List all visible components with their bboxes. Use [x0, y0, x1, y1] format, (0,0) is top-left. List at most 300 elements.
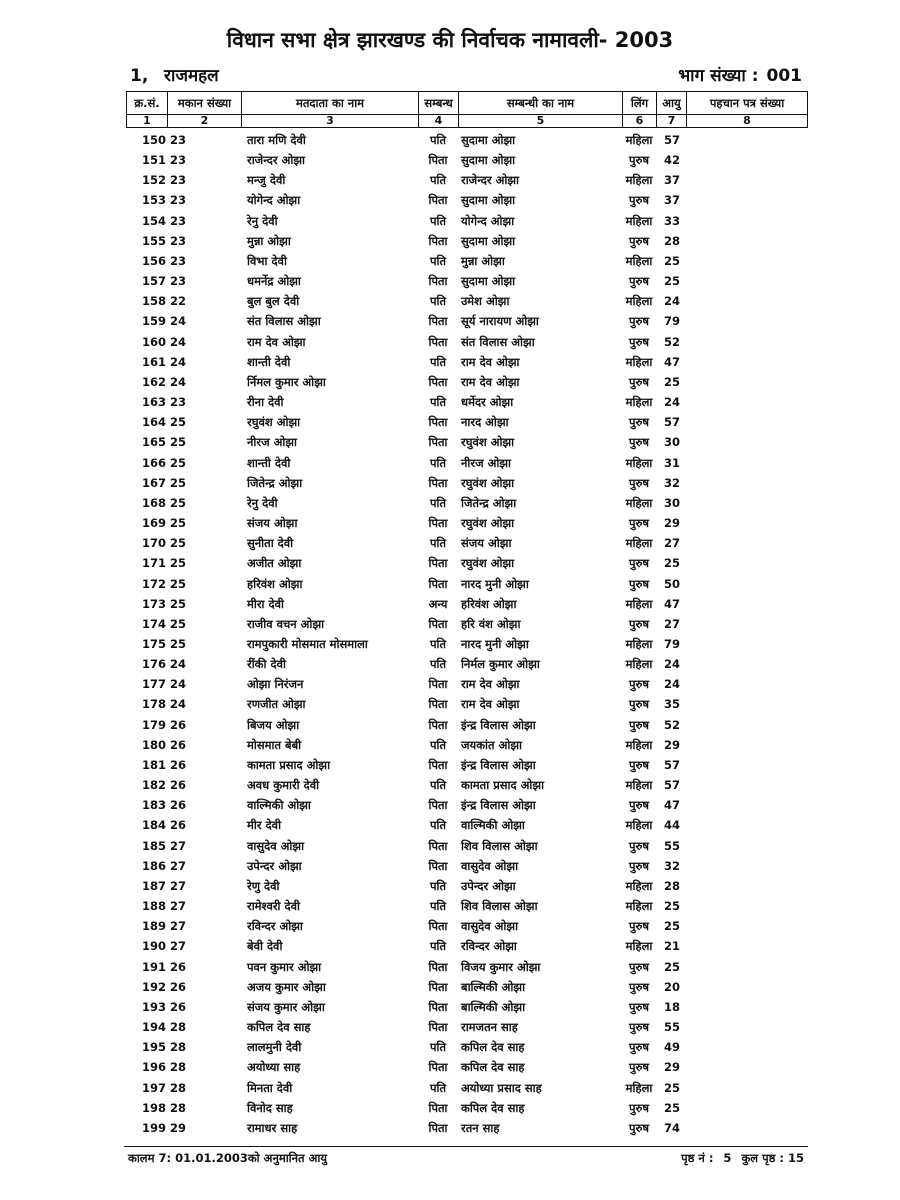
table-row	[0, 736, 900, 756]
table-row	[0, 554, 900, 574]
voter-name-cell: मुन्ना ओझा	[247, 233, 291, 248]
relation-cell: पिता	[428, 858, 448, 873]
house-number-cell: 25	[170, 495, 187, 510]
gender-cell: महिला	[625, 818, 653, 833]
gender-cell: पुरुष	[628, 274, 650, 289]
relation-cell: पति	[429, 213, 447, 228]
voter-name-cell: योगेन्द ओझा	[247, 193, 301, 208]
relation-cell: पति	[429, 455, 447, 470]
age-cell: 24	[664, 294, 681, 309]
voter-name-cell: राजीव वचन ओझा	[247, 616, 325, 631]
serial-cell: 180	[141, 737, 166, 752]
header-voter-name: मतदाता का नाम	[242, 92, 419, 115]
house-number-cell: 27	[170, 919, 187, 934]
age-cell: 44	[664, 818, 681, 833]
table-row	[0, 252, 900, 272]
voter-name-cell: पवन कुमार ओझा	[247, 959, 322, 974]
gender-cell: पुरुष	[628, 435, 650, 450]
header-serial: क्र.सं.	[127, 92, 168, 115]
house-number-cell: 22	[170, 294, 187, 309]
gender-cell: पुरुष	[628, 153, 650, 168]
table-row	[0, 655, 900, 675]
serial-cell: 186	[141, 858, 166, 873]
gender-cell: महिला	[625, 878, 653, 893]
voter-name-cell: रामपुकारी मोसमात मोसमाला	[247, 637, 368, 651]
age-cell: 30	[664, 435, 681, 450]
table-row	[0, 534, 900, 554]
relation-cell: पति	[429, 939, 447, 954]
relation-cell: पति	[429, 1080, 447, 1095]
serial-cell: 158	[141, 294, 166, 309]
relative-name-cell: नारद ओझा	[461, 415, 509, 430]
relative-name-cell: रविन्दर ओझा	[461, 939, 517, 954]
house-number-cell: 25	[170, 616, 187, 631]
house-number-cell: 26	[170, 979, 187, 994]
house-number-cell: 24	[170, 657, 187, 672]
house-number-cell: 26	[170, 717, 187, 732]
relative-name-cell: राम देव ओझा	[461, 697, 520, 712]
gender-cell: पुरुष	[628, 798, 650, 813]
constituency-name: राजमहल	[164, 66, 219, 86]
voter-name-cell: रींकी देवी	[247, 657, 286, 672]
voter-name-cell: राम देव ओझा	[247, 334, 306, 349]
age-cell: 52	[664, 717, 681, 732]
relation-cell: पिता	[428, 697, 448, 712]
header-age: आयु	[657, 92, 687, 115]
relative-name-cell: जितेन्द्र ओझा	[461, 495, 517, 510]
house-number-cell: 25	[170, 637, 187, 651]
gender-cell: महिला	[625, 939, 653, 954]
age-cell: 35	[664, 697, 681, 712]
relative-name-cell: कपिल देव साह	[461, 1100, 525, 1115]
age-cell: 25	[664, 959, 681, 974]
gender-cell: पुरुष	[628, 616, 650, 631]
gender-cell: पुरुष	[628, 556, 650, 571]
table-row	[0, 1018, 900, 1038]
table-row	[0, 595, 900, 615]
page-value: 5	[723, 1151, 732, 1165]
serial-cell: 198	[141, 1100, 166, 1115]
relative-name-cell: राम देव ओझा	[461, 374, 520, 389]
house-number-cell: 23	[170, 213, 187, 228]
age-cell: 25	[664, 1100, 681, 1115]
house-number-cell: 25	[170, 556, 187, 571]
house-number-cell: 24	[170, 314, 187, 329]
voter-name-cell: रामेश्वरी देवी	[247, 899, 301, 914]
relative-name-cell: इंन्द्र विलास ओझा	[461, 757, 536, 772]
house-number-cell: 23	[170, 173, 187, 188]
voter-name-cell: अवध कुमारी देवी	[247, 778, 320, 793]
relative-name-cell: सुदामा ओझा	[461, 274, 516, 289]
relative-name-cell: सुदामा ओझा	[461, 153, 516, 168]
gender-cell: महिला	[625, 133, 653, 147]
voter-name-cell: जितेन्द्र ओझा	[247, 475, 303, 490]
gender-cell: महिला	[625, 395, 653, 410]
house-number-cell: 27	[170, 878, 187, 893]
table-row	[0, 756, 900, 776]
table-row	[0, 796, 900, 816]
house-number-cell: 24	[170, 354, 187, 369]
gender-cell: पुरुष	[628, 334, 650, 349]
voter-name-cell: लालमुनी देवी	[247, 1040, 302, 1055]
house-number-cell: 26	[170, 757, 187, 772]
relation-cell: पिता	[428, 556, 448, 571]
house-number-cell: 29	[170, 1120, 187, 1135]
serial-cell: 178	[141, 697, 166, 712]
gender-cell: महिला	[625, 253, 653, 268]
column-number-voter-name: 3	[242, 115, 419, 127]
relation-cell: पिता	[428, 274, 448, 289]
column-number-house-number: 2	[168, 115, 242, 127]
table-row	[0, 897, 900, 917]
house-number-cell: 23	[170, 193, 187, 208]
house-number-cell: 25	[170, 475, 187, 490]
house-number-cell: 28	[170, 1080, 187, 1095]
table-row	[0, 151, 900, 171]
voter-name-cell: मीरा देवी	[247, 596, 285, 611]
table-row	[0, 635, 900, 655]
total-pages-value: 15	[787, 1151, 804, 1165]
voter-name-cell: ओझा निरंजन	[247, 677, 304, 692]
gender-cell: महिला	[625, 536, 653, 551]
relation-cell: पिता	[428, 516, 448, 531]
part-value: 001	[766, 66, 802, 86]
relation-cell: पिता	[428, 314, 448, 329]
table-row	[0, 958, 900, 978]
serial-cell: 152	[141, 173, 166, 188]
serial-cell: 157	[141, 274, 166, 289]
relative-name-cell: रघुवंश ओझा	[461, 475, 515, 490]
relative-name-cell: नारद मुनी ओझा	[461, 576, 529, 591]
relation-cell: पति	[429, 657, 447, 672]
house-number-cell: 25	[170, 576, 187, 591]
voter-name-cell: नीरज ओझा	[247, 435, 298, 450]
age-cell: 79	[664, 637, 681, 651]
serial-cell: 190	[141, 939, 166, 954]
table-row	[0, 171, 900, 191]
table-row	[0, 1058, 900, 1078]
relative-name-cell: शिव विलास ओझा	[461, 838, 538, 853]
relative-name-cell: मुन्ना ओझा	[461, 253, 505, 268]
house-number-cell: 28	[170, 1040, 187, 1055]
constituency	[130, 63, 219, 86]
age-cell: 55	[664, 838, 681, 853]
table-row	[0, 232, 900, 252]
gender-cell: पुरुष	[628, 697, 650, 712]
relative-name-cell: इंन्द्र विलास ओझा	[461, 798, 536, 813]
age-cell: 27	[664, 616, 681, 631]
relation-cell: पति	[429, 818, 447, 833]
house-number-cell: 26	[170, 798, 187, 813]
serial-cell: 174	[141, 616, 166, 631]
table-row	[0, 675, 900, 695]
relative-name-cell: बाल्मिकी ओझा	[461, 979, 526, 994]
house-number-cell: 27	[170, 838, 187, 853]
column-number-relation: 4	[419, 115, 459, 127]
age-cell: 29	[664, 1060, 681, 1075]
relative-name-cell: बाल्मिकी ओझा	[461, 999, 526, 1014]
relation-cell: पति	[429, 495, 447, 510]
age-cell: 57	[664, 133, 681, 147]
relative-name-cell: उमेश ओझा	[461, 294, 510, 309]
house-number-cell: 23	[170, 395, 187, 410]
serial-cell: 196	[141, 1060, 166, 1075]
relation-cell: पिता	[428, 233, 448, 248]
relation-cell: पति	[429, 637, 447, 651]
voter-name-cell: राजेन्दर ओझा	[247, 153, 306, 168]
voter-name-cell: रणजीत ओझा	[247, 697, 306, 712]
gender-cell: पुरुष	[628, 475, 650, 490]
house-number-cell: 26	[170, 778, 187, 793]
relative-name-cell: कामता प्रसाद ओझा	[461, 778, 545, 793]
relation-cell: पिता	[428, 757, 448, 772]
table-row	[0, 333, 900, 353]
relation-cell: पिता	[428, 999, 448, 1014]
serial-cell: 199	[141, 1120, 166, 1135]
gender-cell: महिला	[625, 354, 653, 369]
relation-cell: पति	[429, 354, 447, 369]
relation-cell: पिता	[428, 415, 448, 430]
serial-cell: 181	[141, 757, 166, 772]
table-row	[0, 857, 900, 877]
table-row	[0, 312, 900, 332]
table-row	[0, 474, 900, 494]
gender-cell: पुरुष	[628, 858, 650, 873]
part-number	[678, 63, 802, 86]
gender-cell: पुरुष	[628, 374, 650, 389]
relative-name-cell: उपेन्दर ओझा	[461, 878, 516, 893]
relation-cell: पिता	[428, 1060, 448, 1075]
serial-cell: 165	[141, 435, 166, 450]
column-number-relative-name: 5	[459, 115, 623, 127]
table-row	[0, 917, 900, 937]
table-row	[0, 998, 900, 1018]
voter-name-cell: मिनता देवी	[247, 1080, 293, 1095]
relative-name-cell: राम देव ओझा	[461, 677, 520, 692]
house-number-cell: 24	[170, 677, 187, 692]
voter-name-cell: मन्जु देवी	[247, 173, 286, 188]
relative-name-cell: रामजतन साह	[461, 1020, 518, 1035]
relative-name-cell: जयकांत ओझा	[461, 737, 523, 752]
age-cell: 52	[664, 334, 681, 349]
house-number-cell: 26	[170, 737, 187, 752]
relation-cell: पति	[429, 294, 447, 309]
relative-name-cell: हरि वंश ओझा	[461, 616, 521, 631]
gender-cell: पुरुष	[628, 1100, 650, 1115]
table-row	[0, 575, 900, 595]
gender-cell: पुरुष	[628, 757, 650, 772]
age-cell: 25	[664, 274, 681, 289]
age-cell: 42	[664, 153, 681, 168]
house-number-cell: 25	[170, 536, 187, 551]
table-row	[0, 393, 900, 413]
relative-name-cell: रघुवंश ओझा	[461, 516, 515, 531]
relative-name-cell: धर्मेदर ओझा	[461, 395, 514, 410]
relative-name-cell: सुदामा ओझा	[461, 233, 516, 248]
gender-cell: पुरुष	[628, 1120, 650, 1135]
voter-name-cell: रघुवंश ओझा	[247, 415, 301, 430]
voter-name-cell: रेनु देवी	[247, 495, 278, 510]
house-number-cell: 24	[170, 697, 187, 712]
relation-cell: पिता	[428, 374, 448, 389]
serial-cell: 153	[141, 193, 166, 208]
gender-cell: पुरुष	[628, 1020, 650, 1035]
header-relative-name: सम्बन्धी का नाम	[459, 92, 623, 115]
table-row	[0, 1038, 900, 1058]
gender-cell: महिला	[625, 657, 653, 672]
relation-cell: पिता	[428, 1100, 448, 1115]
serial-cell: 162	[141, 374, 166, 389]
relative-name-cell: नारद मुनी ओझा	[461, 637, 529, 651]
voter-name-cell: कपिल देव साह	[247, 1020, 311, 1035]
relative-name-cell: राम देव ओझा	[461, 354, 520, 369]
voter-name-cell: अयोध्या साह	[247, 1060, 301, 1075]
house-number-cell: 27	[170, 858, 187, 873]
relation-cell: पिता	[428, 1120, 448, 1135]
table-row	[0, 373, 900, 393]
table-row	[0, 353, 900, 373]
relation-cell: पिता	[428, 576, 448, 591]
serial-cell: 192	[141, 979, 166, 994]
voter-name-cell: विनोद साह	[247, 1100, 293, 1115]
relation-cell: पिता	[428, 838, 448, 853]
voter-name-cell: वासुदेव ओझा	[247, 838, 305, 853]
voter-name-cell: अजय कुमार ओझा	[247, 979, 326, 994]
relation-cell: पिता	[428, 153, 448, 168]
relation-cell: पति	[429, 395, 447, 410]
table-row	[0, 292, 900, 312]
voter-name-cell: धमर्नेद्र ओझा	[247, 274, 301, 289]
voter-name-cell: र्निमल कुमार ओझा	[247, 374, 326, 389]
relative-name-cell: अयोध्या प्रसाद साह	[461, 1080, 542, 1095]
gender-cell: महिला	[625, 637, 653, 651]
relative-name-cell: वासुदेव ओझा	[461, 858, 519, 873]
relative-name-cell: हरिवंश ओझा	[461, 596, 517, 611]
gender-cell: महिला	[625, 899, 653, 914]
voter-name-cell: शान्ती देवी	[247, 455, 291, 470]
voter-name-cell: मोसमात बेबी	[247, 737, 302, 752]
gender-cell: महिला	[625, 294, 653, 309]
table-header	[126, 91, 808, 128]
relative-name-cell: सुदामा ओझा	[461, 193, 516, 208]
age-cell: 79	[664, 314, 681, 329]
relative-name-cell: सूर्य नारायण ओझा	[461, 314, 539, 329]
house-number-cell: 25	[170, 435, 187, 450]
serial-cell: 179	[141, 717, 166, 732]
age-cell: 25	[664, 253, 681, 268]
voter-name-cell: अजीत ओझा	[247, 556, 302, 571]
relative-name-cell: शिव विलास ओझा	[461, 899, 538, 914]
serial-cell: 191	[141, 959, 166, 974]
serial-cell: 150	[141, 133, 166, 147]
gender-cell: महिला	[625, 495, 653, 510]
gender-cell: महिला	[625, 778, 653, 793]
house-number-cell: 28	[170, 1060, 187, 1075]
house-number-cell: 24	[170, 374, 187, 389]
relation-cell: पति	[429, 1040, 447, 1055]
serial-cell: 197	[141, 1080, 166, 1095]
table-row	[0, 716, 900, 736]
age-cell: 47	[664, 354, 681, 369]
gender-cell: पुरुष	[628, 415, 650, 430]
voter-name-cell: संत विलास ओझा	[247, 314, 321, 329]
relation-cell: पति	[429, 778, 447, 793]
voter-name-cell: रामाधर साह	[247, 1120, 298, 1135]
page-label: पृष्ठ नं :	[681, 1151, 714, 1165]
gender-cell: महिला	[625, 213, 653, 228]
serial-cell: 154	[141, 213, 166, 228]
house-number-cell: 25	[170, 455, 187, 470]
relation-cell: पति	[429, 133, 447, 147]
table-row	[0, 816, 900, 836]
table-row	[0, 837, 900, 857]
voter-name-cell: बिजय ओझा	[247, 717, 300, 732]
relation-cell: पति	[429, 173, 447, 188]
table-row	[0, 494, 900, 514]
voter-name-cell: कामता प्रसाद ओझा	[247, 757, 331, 772]
age-cell: 50	[664, 576, 681, 591]
age-cell: 25	[664, 556, 681, 571]
serial-cell: 187	[141, 878, 166, 893]
serial-cell: 151	[141, 153, 166, 168]
serial-cell: 160	[141, 334, 166, 349]
relative-name-cell: कपिल देव साह	[461, 1040, 525, 1055]
relative-name-cell: संजय ओझा	[461, 536, 512, 551]
relation-cell: पिता	[428, 677, 448, 692]
gender-cell: पुरुष	[628, 314, 650, 329]
relation-cell: अन्य	[428, 596, 448, 611]
relative-name-cell: योगेन्द ओझा	[461, 213, 515, 228]
relative-name-cell: रघुवंश ओझा	[461, 556, 515, 571]
gender-cell: पुरुष	[628, 516, 650, 531]
relative-name-cell: वाल्मिकी ओझा	[461, 818, 525, 833]
gender-cell: पुरुष	[628, 919, 650, 934]
age-cell: 24	[664, 395, 681, 410]
house-number-cell: 26	[170, 999, 187, 1014]
age-cell: 37	[664, 193, 681, 208]
serial-cell: 193	[141, 999, 166, 1014]
relation-cell: पिता	[428, 435, 448, 450]
relative-name-cell: राजेन्दर ओझा	[461, 173, 520, 188]
relation-cell: पति	[429, 737, 447, 752]
serial-cell: 166	[141, 455, 166, 470]
voter-name-cell: रविन्दर ओझा	[247, 919, 303, 934]
relative-name-cell: संत विलास ओझा	[461, 334, 535, 349]
serial-cell: 195	[141, 1040, 166, 1055]
table-row	[0, 454, 900, 474]
table-row	[0, 877, 900, 897]
relation-cell: पिता	[428, 616, 448, 631]
table-row	[0, 212, 900, 232]
age-cell: 49	[664, 1040, 681, 1055]
serial-cell: 159	[141, 314, 166, 329]
footer-divider	[124, 1146, 808, 1147]
serial-cell: 163	[141, 395, 166, 410]
table-row	[0, 937, 900, 957]
serial-cell: 167	[141, 475, 166, 490]
house-number-cell: 23	[170, 274, 187, 289]
gender-cell: पुरुष	[628, 193, 650, 208]
house-number-cell: 27	[170, 939, 187, 954]
relation-cell: पति	[429, 253, 447, 268]
table-row	[0, 1099, 900, 1119]
table-row	[0, 978, 900, 998]
voter-name-cell: संजय कुमार ओझा	[247, 999, 325, 1014]
age-cell: 74	[664, 1120, 681, 1135]
gender-cell: पुरुष	[628, 1040, 650, 1055]
voter-name-cell: वाल्मिकी ओझा	[247, 798, 311, 813]
age-cell: 37	[664, 173, 681, 188]
